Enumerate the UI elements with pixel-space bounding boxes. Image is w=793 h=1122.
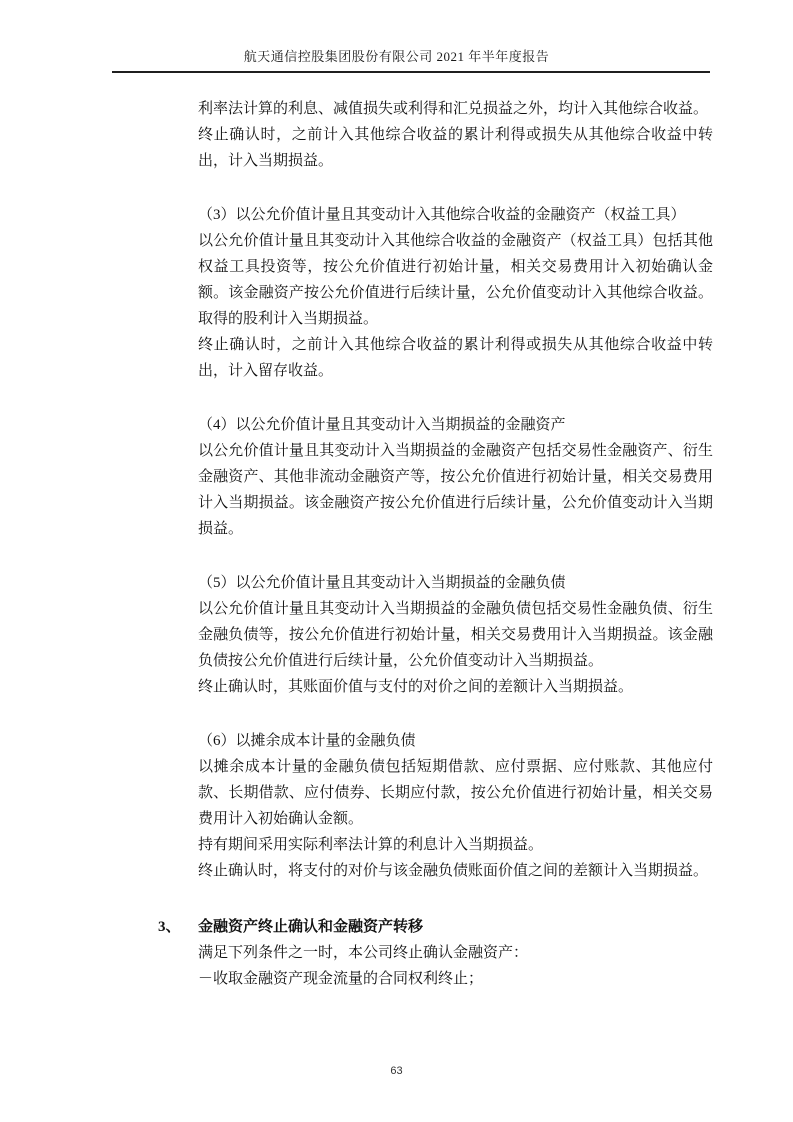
paragraph: 终止确认时，其账面价值与支付的对价之间的差额计入当期损益。 xyxy=(198,679,634,695)
subsection-heading: （6）以摊余成本计量的金融负债 xyxy=(198,733,416,749)
numbered-heading xyxy=(158,914,713,940)
page-number: 63 xyxy=(390,1065,403,1077)
paragraph: 满足下列条件之一时，本公司终止确认金融资产： xyxy=(198,945,529,961)
section-derecognition-transfer xyxy=(158,914,713,992)
intro-paragraph: 利率法计算的利息、减值损失或利得和汇兑损益之外，均计入其他综合收益。 xyxy=(198,101,709,117)
subsection-heading: （4）以公允价值计量且其变动计入当期损益的金融资产 xyxy=(198,417,566,433)
subsection-5-fvtpl-liabilities xyxy=(198,570,713,700)
paragraph: 终止确认时，将支付的对价与该金融负债账面价值之间的差额计入当期损益。 xyxy=(198,863,709,879)
page-footer xyxy=(0,1064,793,1078)
subsection-3-fvoci-equity xyxy=(198,202,713,384)
subsection-heading: （3）以公允价值计量且其变动计入其他综合收益的金融资产（权益工具） xyxy=(198,207,686,223)
header-divider xyxy=(112,71,710,73)
document-body xyxy=(158,96,713,992)
paragraph: －收取金融资产现金流量的合同权利终止； xyxy=(198,971,484,987)
subsection-6-amortized-cost-liabilities xyxy=(198,728,713,884)
paragraph: 以公允价值计量且其变动计入当期损益的金融负债包括交易性金融负债、衍生金融负债等，按公允价值进行初始计量，相关交易费用计入当期损益。该金融负债按公允价值进行后续计量，公允价值变动计入当期损益。 xyxy=(198,601,713,669)
paragraph: 终止确认时，之前计入其他综合收益的累计利得或损失从其他综合收益中转出，计入留存收益。 xyxy=(198,337,713,379)
subsection-4-fvtpl-assets xyxy=(198,412,713,542)
report-header-title: 航天通信控股集团股份有限公司 2021 年半年度报告 xyxy=(243,49,550,64)
subsection-heading: （5）以公允价值计量且其变动计入当期损益的金融负债 xyxy=(198,575,566,591)
paragraph: 以公允价值计量且其变动计入其他综合收益的金融资产（权益工具）包括其他权益工具投资等，按公允价值进行初始计量，相关交易费用计入初始确认金额。该金融资产按公允价值进行后续计量，公允价值变动计入其他综合收益。取得的股利计入当期损益。 xyxy=(198,233,713,327)
section-number: 3、 xyxy=(158,919,181,935)
paragraph: 以公允价值计量且其变动计入当期损益的金融资产包括交易性金融资产、衍生金融资产、其他非流动金融资产等，按公允价值进行初始计量，相关交易费用计入当期损益。该金融资产按公允价值进行后续计量，公允价值变动计入当期损益。 xyxy=(198,443,713,537)
section-title: 金融资产终止确认和金融资产转移 xyxy=(198,919,424,935)
paragraph: 以摊余成本计量的金融负债包括短期借款、应付票据、应付账款、其他应付款、长期借款、应付债券、长期应付款，按公允价值进行初始计量，相关交易费用计入初始确认金额。 xyxy=(198,759,713,827)
intro-paragraph: 终止确认时，之前计入其他综合收益的累计利得或损失从其他综合收益中转出，计入当期损益。 xyxy=(198,127,713,169)
paragraph: 持有期间采用实际利率法计算的利息计入当期损益。 xyxy=(198,837,544,853)
